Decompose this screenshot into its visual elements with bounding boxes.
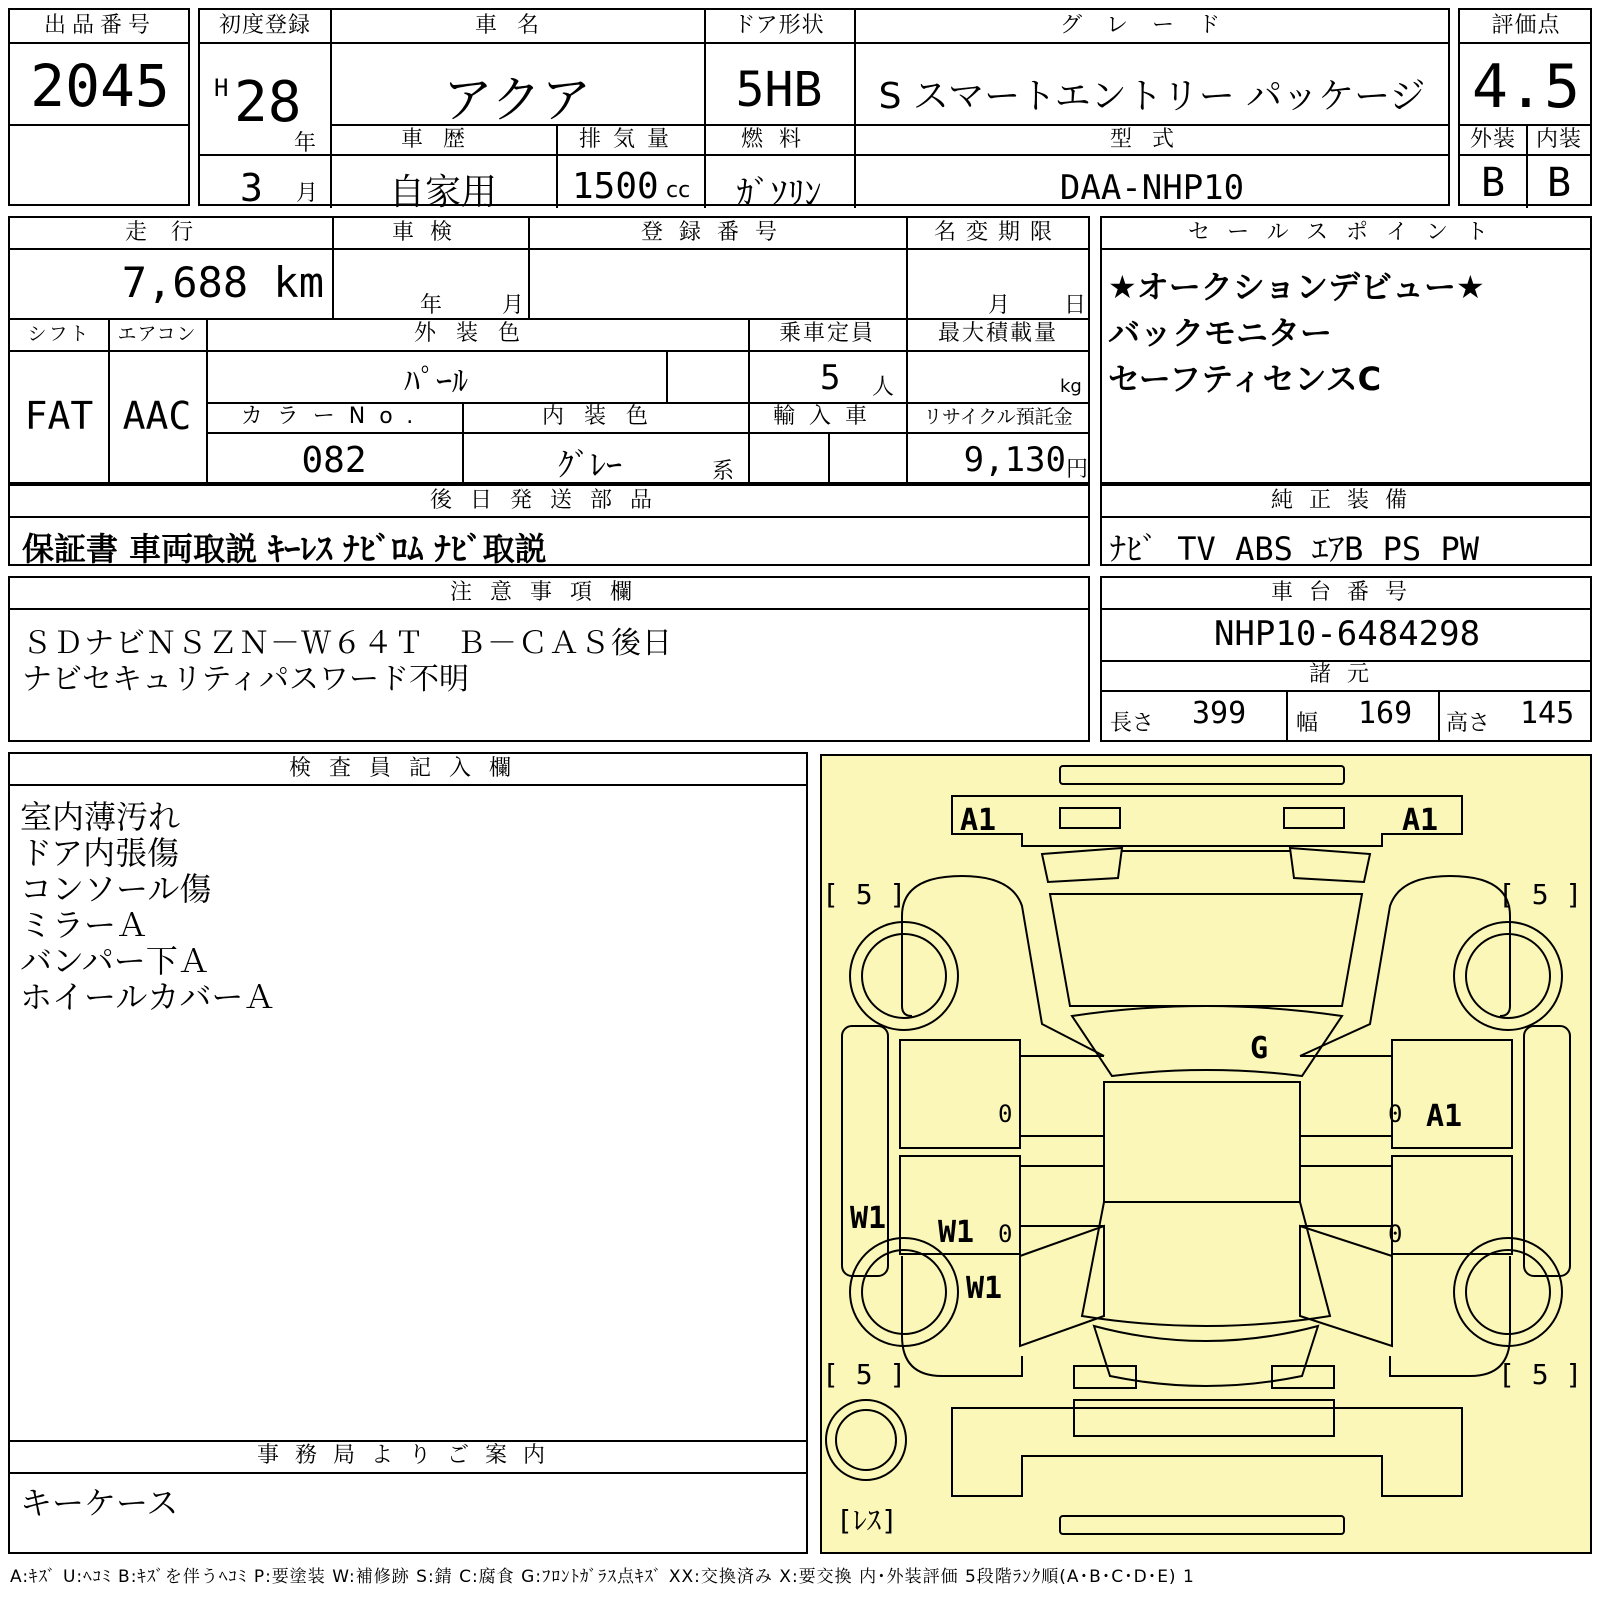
model-code: DAA-NHP10 — [1059, 168, 1245, 208]
air-conditioner: AAC — [122, 394, 192, 438]
name-change-month-unit: 月 — [988, 293, 1011, 318]
inspection-month-unit: 月 — [502, 293, 525, 318]
sales-point-2: バックモニター — [1108, 314, 1333, 352]
int-color: ｸﾞﾚｰ — [557, 446, 622, 484]
car-outline — [822, 756, 1590, 1552]
recycle-fee: 9,130 — [963, 440, 1066, 480]
history: 自家用 — [388, 172, 497, 213]
ext-grade-label: 外装 — [1469, 127, 1516, 152]
name-change-label: 名変期限 — [933, 220, 1062, 245]
name-change-day-unit: 日 — [1064, 293, 1087, 318]
displacement-unit: cc — [666, 178, 691, 203]
inspector-line-2: ドア内張傷 — [20, 834, 180, 872]
mark-tire-rr: [ 5 ] — [1498, 1358, 1583, 1391]
inspector-line-3: コンソール傷 — [20, 870, 212, 908]
capacity: 5 — [820, 358, 841, 398]
dims-label: 諸元 — [1308, 662, 1385, 687]
sales-point-3: セーフティセンスC — [1108, 360, 1382, 398]
mark-spare: [ﾚｽ] — [836, 1504, 898, 1537]
chassis-box — [1100, 576, 1592, 742]
int-grade: B — [1546, 160, 1572, 206]
score-box — [1458, 8, 1592, 206]
score-label: 評価点 — [1491, 13, 1561, 38]
door-label: ドア形状 — [733, 13, 825, 38]
era: H — [214, 74, 229, 102]
month-unit: 月 — [296, 181, 319, 206]
equipment-box — [1100, 484, 1592, 566]
width-label: 幅 — [1296, 711, 1319, 736]
chassis-label: 車台番号 — [1270, 580, 1423, 605]
width: 169 — [1358, 696, 1413, 731]
reg-no-label: 登録番号 — [640, 220, 793, 245]
mark-door-fr-a1: A1 — [1426, 1099, 1463, 1134]
int-color-suffix: 系 — [712, 459, 735, 484]
inspector-box — [8, 752, 808, 1554]
inspection-label: 車検 — [391, 220, 468, 245]
ext-grade: B — [1480, 160, 1506, 206]
mark-tire-fl: [ 5 ] — [822, 878, 907, 911]
inspector-line-6: ホイールカバーＡ — [20, 978, 276, 1016]
sales-point-box — [1100, 216, 1592, 484]
shift-label: シフト — [27, 323, 91, 345]
mark-door-fr: 0 — [1388, 1100, 1403, 1128]
mark-a1-front-left: A1 — [960, 803, 997, 838]
lot-label: 出品番号 — [43, 13, 156, 38]
notes-line-1: ＳＤナビＮＳＺＮ－Ｗ６４Ｔ Ｂ－ＣＡＳ後日 — [22, 626, 673, 661]
condition-diagram — [820, 754, 1592, 1554]
inspector-label: 検査員記入欄 — [288, 756, 529, 781]
overall-score: 4.5 — [1471, 52, 1581, 122]
mark-w1-rear-fender: W1 — [966, 1271, 1003, 1306]
mark-w1-sill: W1 — [850, 1201, 887, 1236]
length-label: 長さ — [1110, 711, 1155, 736]
mark-door-fl: 0 — [998, 1100, 1013, 1128]
notes-box — [8, 576, 1090, 742]
grade: S スマートエントリー パッケージ — [878, 76, 1426, 117]
mark-door-rl: 0 — [998, 1220, 1013, 1248]
import-label: 輸入車 — [772, 404, 881, 429]
height-label: 高さ — [1446, 711, 1491, 736]
equipment-label: 純正装備 — [1270, 488, 1423, 513]
fuel-label: 燃料 — [740, 127, 817, 152]
sales-point-1: ★オークションデビュー★ — [1108, 268, 1485, 306]
mark-door-rr: 0 — [1388, 1220, 1403, 1248]
later-parts-label: 後日発送部品 — [429, 488, 670, 513]
car-name: アクア — [442, 71, 592, 129]
ext-color: ﾊﾟｰﾙ — [403, 362, 468, 400]
history-label: 車歴 — [400, 127, 485, 152]
reg-month: 3 — [240, 166, 263, 210]
notes-line-2: ナビセキュリティパスワード不明 — [22, 662, 469, 697]
ac-label: エアコン — [117, 323, 197, 345]
door-type: 5HB — [735, 62, 823, 118]
inspection-year-unit: 年 — [420, 293, 443, 318]
mark-glass: G — [1250, 1031, 1269, 1066]
year-unit: 年 — [294, 131, 317, 156]
later-parts: 保証書 車両取説 ｷｰﾚｽ ﾅﾋﾞﾛﾑ ﾅﾋﾞ取説 — [22, 530, 547, 568]
color-no-label: カラーNo. — [240, 404, 428, 429]
reg-year: 28 — [234, 70, 302, 135]
car-name-label: 車名 — [474, 13, 559, 38]
mark-a1-front-right: A1 — [1402, 803, 1439, 838]
vehicle-details-box — [8, 216, 1090, 484]
max-load-label: 最大積載量 — [937, 321, 1058, 346]
mileage: 7,688 km — [121, 258, 324, 307]
color-no: 082 — [301, 440, 367, 481]
grade-label: グレード — [1059, 13, 1244, 38]
mileage-label: 走行 — [124, 220, 217, 245]
capacity-label: 乗車定員 — [778, 321, 875, 346]
office-note: キーケース — [20, 1484, 179, 1522]
inspector-line-4: ミラーＡ — [20, 906, 149, 944]
fuel: ｶﾞｿﾘﾝ — [736, 174, 822, 214]
chassis-number: NHP10-6484298 — [1213, 614, 1481, 654]
mark-tire-fr: [ 5 ] — [1498, 878, 1583, 911]
inspector-line-5: バンパー下Ａ — [20, 942, 210, 980]
recycle-unit: 円 — [1066, 457, 1089, 482]
mark-tire-rl: [ 5 ] — [822, 1358, 907, 1391]
equipment: ﾅﾋﾞ TV ABS ｴｱB PS PW — [1110, 530, 1479, 568]
legend: A:ｷｽﾞ U:ﾍｺﾐ B:ｷｽﾞを伴うﾍｺﾐ P:要塗装 W:補修跡 S:錆 C:腐食 G:ﾌﾛﾝﾄｶﾞﾗｽ点ｷｽﾞ XX:交換済み X:要交換 内･外装評価 5段階ﾗﾝｸ順(A･B･C･D･E) 1 — [10, 1567, 1195, 1587]
sales-point-label: セールスポイント — [1187, 220, 1507, 245]
model-label: 型式 — [1109, 127, 1194, 152]
first-reg-label: 初度登録 — [218, 13, 311, 38]
height: 145 — [1520, 696, 1575, 731]
int-grade-label: 内装 — [1535, 127, 1582, 152]
main-info-box — [198, 8, 1450, 214]
mark-w1-rear-door: W1 — [938, 1215, 975, 1250]
ext-color-label: 外装色 — [413, 321, 540, 346]
capacity-unit: 人 — [872, 375, 895, 400]
lot-box — [8, 8, 190, 206]
shift: FAT — [24, 394, 94, 438]
length: 399 — [1192, 696, 1247, 731]
later-parts-box — [8, 484, 1090, 566]
lot-number: 2045 — [30, 52, 170, 120]
int-color-label: 内装色 — [541, 404, 668, 429]
max-load-unit: kg — [1060, 376, 1082, 397]
inspector-line-1: 室内薄汚れ — [20, 798, 181, 836]
office-label: 事務局よりご案内 — [256, 1443, 561, 1468]
notes-label: 注意事項欄 — [449, 580, 650, 605]
displacement: 1500 — [572, 166, 659, 207]
displacement-label: 排気量 — [578, 127, 681, 152]
recycle-label: リサイクル預託金 — [923, 406, 1073, 428]
